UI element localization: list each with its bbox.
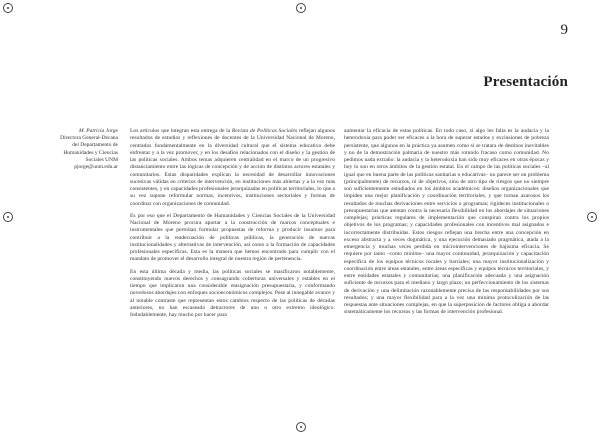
author-role: Sociales UNM xyxy=(85,156,118,163)
body-paragraph: Es por eso que el Departamento de Humanidades y Ciencias Sociales de la Universidad Nacional de Moreno procura aportar a la construcción de marcos conceptuales e instrumentales que permitan formular propuestas de reforma y producir insumos para contribuir a la readecuación de políticas públicas, la generación de nuevas institucionalidades y alternativas de intervención, así como a la formación de capacidades profesionales específicas. Esta es la manera que hemos encontrado para cumplir con el mandato de promover el desarrollo integral de nuestra región de pertenencia. xyxy=(130,212,335,263)
journal-title: Revista de Políticas Sociales xyxy=(231,128,298,134)
registration-mark-top-center xyxy=(296,3,306,13)
author-block xyxy=(46,128,118,171)
registration-mark-right-middle xyxy=(587,212,597,222)
body-column-right xyxy=(344,128,549,322)
author-role: Humanidades y Ciencias xyxy=(63,149,118,156)
body-paragraph: aumentar la eficacia de estas políticas. En todo caso, si algo les falta es la audacia y la heterodoxia para poder ser eficaces a la hora de superar estados y exclusiones de pobreza persistente, que algunos en la práctica ya asumen como si se tratara de destinos inevitables y no de la demostración palmaria de nuestro más rotundo fracaso como comunidad. No pedimos nada extraño: la audacia y la heterodoxia han sido muy eficaces en otras épocas y hoy lo son en otros ámbitos de la gestión estatal. En el campo de las políticas sociales –al igual que en buena parte de las políticas sanitarias o educativas– no parece ser un problema (principalmente) de recursos, ni de objetivos, sino de otro tipo de riesgos que no siempre son suficientemente estudiados en los ámbitos académicos: diseños organizacionales que impiden una mejor planificación y coordinación territoriales, y que tornan azarosos los resultados de muchas derivaciones entre servicios o programas; rigideces institucionales o presupuestarias que atentan contra la necesaria flexibilidad en los abordajes de situaciones complejas; prácticas regulares de implementación que conspiran contra los propios objetivos de los programas; y capacidades profesionales con incentivos mal asignados e incorrectamente distribuidas. Estos riesgos reflejan una brecha entre una concepción en exceso abstracta y a veces dogmática, y una ejecución demasiado pragmática, atada a la emergencia y muchas veces perdida en microintervenciones de bajísima eficacia. Se requiere por tanto –como mínimo– una mayor continuidad, jerarquización y capacitación específica de los equipos técnicos locales y barriales; una mayor institucionalización y coordinación entre áreas estatales, entre áreas específicas y equipos técnicos territoriales, y entre entidades estatales y comunitarias; una planificación adecuada y una asignación suficiente de recursos para el mediano y largo plazo; un perfeccionamiento de los sistemas de derivación y una delimitación razonablemente precisa de las responsabilidades por sus resultados; y una mayor flexibilidad para a la vez una mínima protocolización de las respuestas ante situaciones complejas, en que la superposición de factores obliga a abordar sistemáticamente los recursos y las formas de intervención profesional. xyxy=(344,128,549,316)
author-name: M. Patricia Jorge xyxy=(78,128,118,134)
author-role: del Departamento de xyxy=(72,142,118,149)
body-paragraph: En esta última década y media, las políticas sociales se masificaron notablemente, constituyendo nuevos derechos y consagrando coberturas universales y estables en el tiempo que implicaron una considerable reasignación presupuestaria, y conformando novedosos abordajes con enfoques socioeconómicos complejos. Pese al innegable avance y al notable contraste que representan estos cambios respecto de las políticas de décadas anteriores, no han escaseado detractores de uno u otro extremo ideológico. Indudablemente, hay mucho por hacer para xyxy=(130,268,335,318)
author-email: pjorge@unm.edu.ar xyxy=(74,164,118,171)
author-role: Directora General-Decana xyxy=(60,135,118,142)
body-paragraph: Los artículos que integran esta entrega de la Revista de Políticas Sociales reflejan algunos resultados de estudios y reflexiones de docentes de la Universidad Nacional de Moreno, centrados fundamentalmente en la diversidad cultural que el sistema educativo debe enfrentar y a la vez promover, y en los desafíos relacionados con el diseño y la gestión de las políticas sociales. Ambos temas adquieren centralidad en el marco de un progresivo distanciamiento entre las lógicas de concepción y de acción de distintos actores estatales y comunitarios. Estas disparidades explican la necesidad de desarrollar innovaciones sucesivas válidas en criterios de intervención, en instituciones más abiertas y a la vez más consistentes, y en capacidades profesionales jerarquizadas en políticas territoriales, lo que a su vez supone reformular normas, incentivos, instituciones sectoriales y formas de coordinar con organizaciones de comunidad. xyxy=(130,128,336,207)
registration-mark-top-left xyxy=(3,3,13,13)
section-title: Presentación xyxy=(483,74,568,90)
body-column-left xyxy=(130,128,335,324)
registration-mark-bottom-center xyxy=(296,422,306,432)
page-number: 9 xyxy=(560,22,568,38)
registration-mark-left-middle xyxy=(3,212,13,222)
